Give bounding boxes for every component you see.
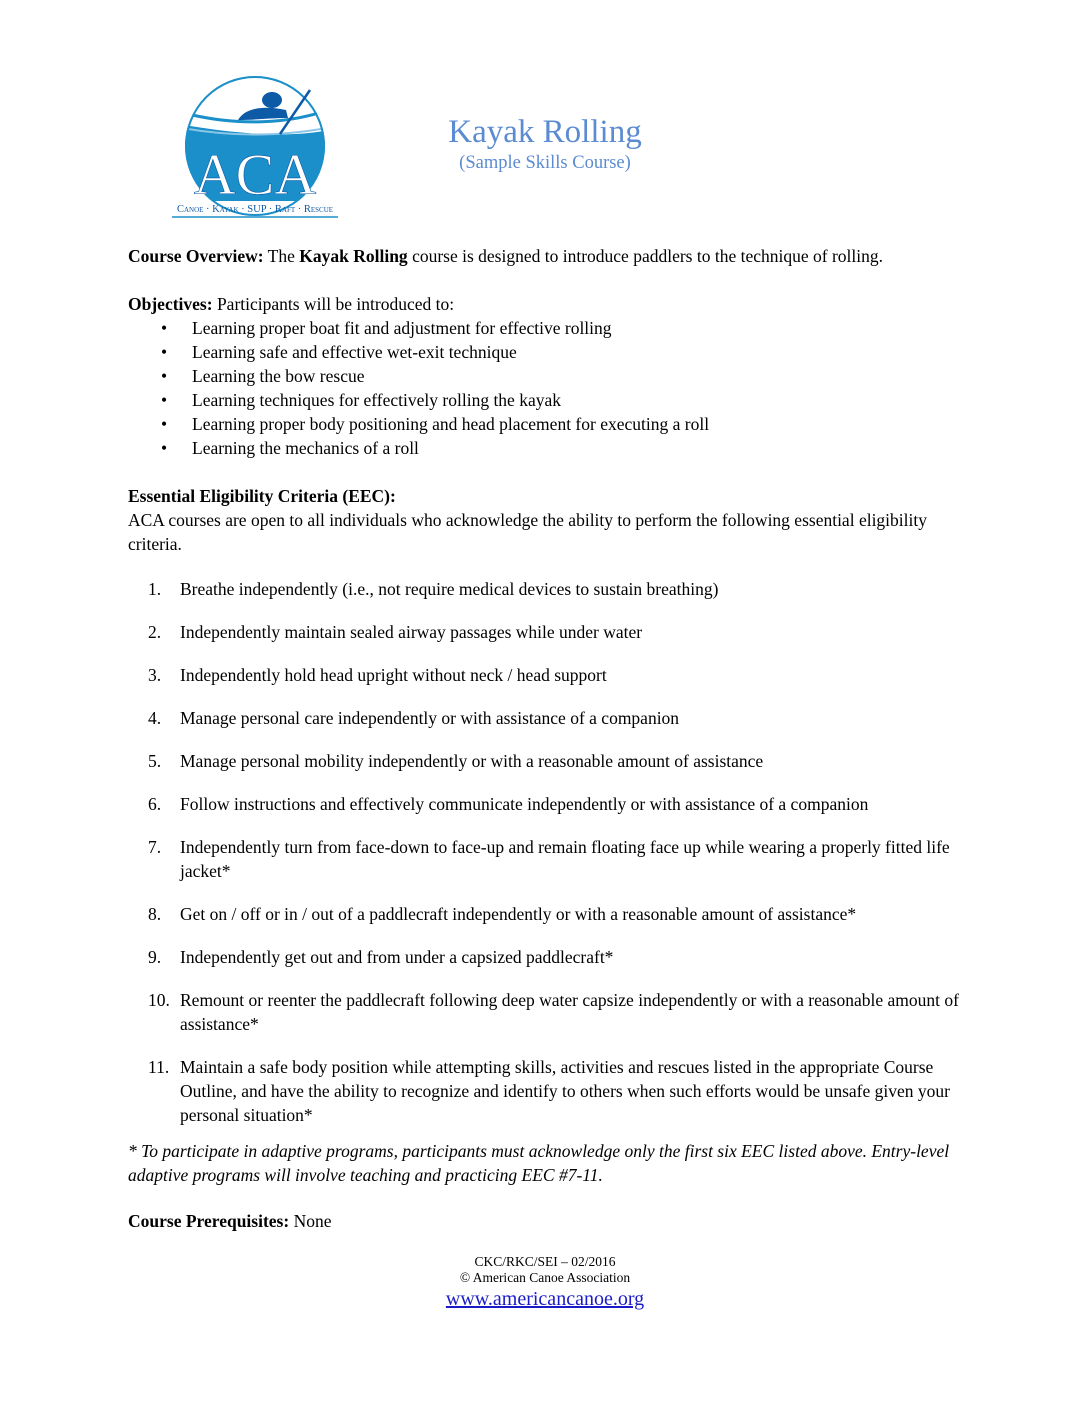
eec-number: 1. [148,579,162,599]
aca-logo [168,76,343,218]
eec-number: 7. [148,837,162,857]
objective-text: Learning techniques for effectively rolling the kayak [192,390,561,410]
overview-text: course is designed to introduce paddlers to the technique of rolling. [407,246,883,266]
eec-heading-text: Essential Eligibility Criteria (EEC): [128,486,396,506]
title-block [380,112,710,174]
document-code: CKC/RKC/SEI – 02/2016 [474,1254,616,1269]
eec-text: Remount or reenter the paddlecraft following deep water capsize independently or with a reasonable amount of assistance* [180,990,959,1034]
eec-number: 4. [148,708,162,728]
prerequisites-value: None [289,1211,332,1231]
eec-text: Independently maintain sealed airway passages while under water [180,622,643,642]
eec-number: 5. [148,751,162,771]
objectives-label: Objectives: [128,294,213,314]
eec-text: Independently get out and from under a capsized paddlecraft* [180,947,614,967]
eec-intro: ACA courses are open to all individuals who acknowledge the ability to perform the following essential eligibility criteria. [128,510,927,554]
eec-item [128,620,968,644]
eec-list [128,577,968,1127]
objective-text: Learning proper body positioning and head placement for executing a roll [192,414,710,434]
eec-number: 10. [148,990,170,1010]
prerequisites-label: Course Prerequisites: [128,1211,290,1231]
eec-item [128,988,968,1036]
adaptive-note: * To participate in adaptive programs, participants must acknowledge only the first six EEC listed above. Entry-level adaptive programs will involve teaching and practicing EEC #7-11. [128,1141,950,1185]
eec-text: Manage personal mobility independently or with a reasonable amount of assistance [180,751,764,771]
eec-item [128,706,968,730]
kayaker-logo-icon [168,76,343,218]
eec-text: Manage personal care independently or with assistance of a companion [180,708,680,728]
bullet-icon: • [161,390,168,410]
objectives-list [128,316,968,460]
eec-item [128,1055,968,1127]
website-link[interactable]: www.americancanoe.org [445,1288,645,1310]
objective-item [128,436,968,460]
eec-item [128,792,968,816]
overview-label: Course Overview: [128,246,264,266]
eec-item [128,945,968,969]
eec-text: Get on / off or in / out of a paddlecraft independently or with a reasonable amount of assistance* [180,904,857,924]
objective-item [128,316,968,340]
svg-text:ACA: ACA [193,142,317,207]
eec-text: Follow instructions and effectively communicate independently or with assistance of a companion [180,794,869,814]
course-name: Kayak Rolling [299,246,408,266]
objective-item [128,364,968,388]
objectives-heading [128,292,968,316]
eec-number: 6. [148,794,162,814]
bullet-icon: • [161,414,168,434]
eec-number: 3. [148,665,162,685]
course-overview [128,244,968,268]
objective-item [128,412,968,436]
bullet-icon: • [161,318,168,338]
eec-item [128,663,968,687]
objectives-intro: Participants will be introduced to: [212,294,455,314]
footer [400,1254,690,1312]
objective-text: Learning the mechanics of a roll [192,438,419,458]
objective-text: Learning the bow rescue [192,366,365,386]
bullet-icon: • [161,366,168,386]
eec-number: 9. [148,947,162,967]
eec-number: 11. [148,1057,170,1077]
copyright: © American Canoe Association [459,1270,631,1285]
eec-text: Breathe independently (i.e., not require medical devices to sustain breathing) [180,579,719,599]
eec-number: 8. [148,904,162,924]
course-prerequisites [128,1209,968,1233]
objective-item [128,388,968,412]
eec-text: Maintain a safe body position while attempting skills, activities and rescues listed in the appropriate Course Outline, and have the ability to recognize and identify to others when such efforts would be unsafe given your personal situation* [180,1057,950,1125]
eec-item [128,902,968,926]
logo-tagline: Canoe · Kayak · SUP · Raft · Rescue [176,204,334,215]
objective-text: Learning safe and effective wet-exit technique [192,342,517,362]
objective-text: Learning proper boat fit and adjustment for effective rolling [192,318,612,338]
document-title: Kayak Rolling [448,114,642,150]
document-subtitle: (Sample Skills Course) [459,153,631,173]
overview-text: The [263,246,300,266]
eec-item [128,835,968,883]
bullet-icon: • [161,438,168,458]
objective-item [128,340,968,364]
eec-number: 2. [148,622,162,642]
document-body [128,244,968,1233]
eec-heading [128,484,968,508]
eec-item [128,577,968,601]
bullet-icon: • [161,342,168,362]
eec-text: Independently turn from face-down to face-up and remain floating face up while wearing a properly fitted life jacket* [180,837,950,881]
eec-item [128,749,968,773]
eec-text: Independently hold head upright without neck / head support [180,665,607,685]
